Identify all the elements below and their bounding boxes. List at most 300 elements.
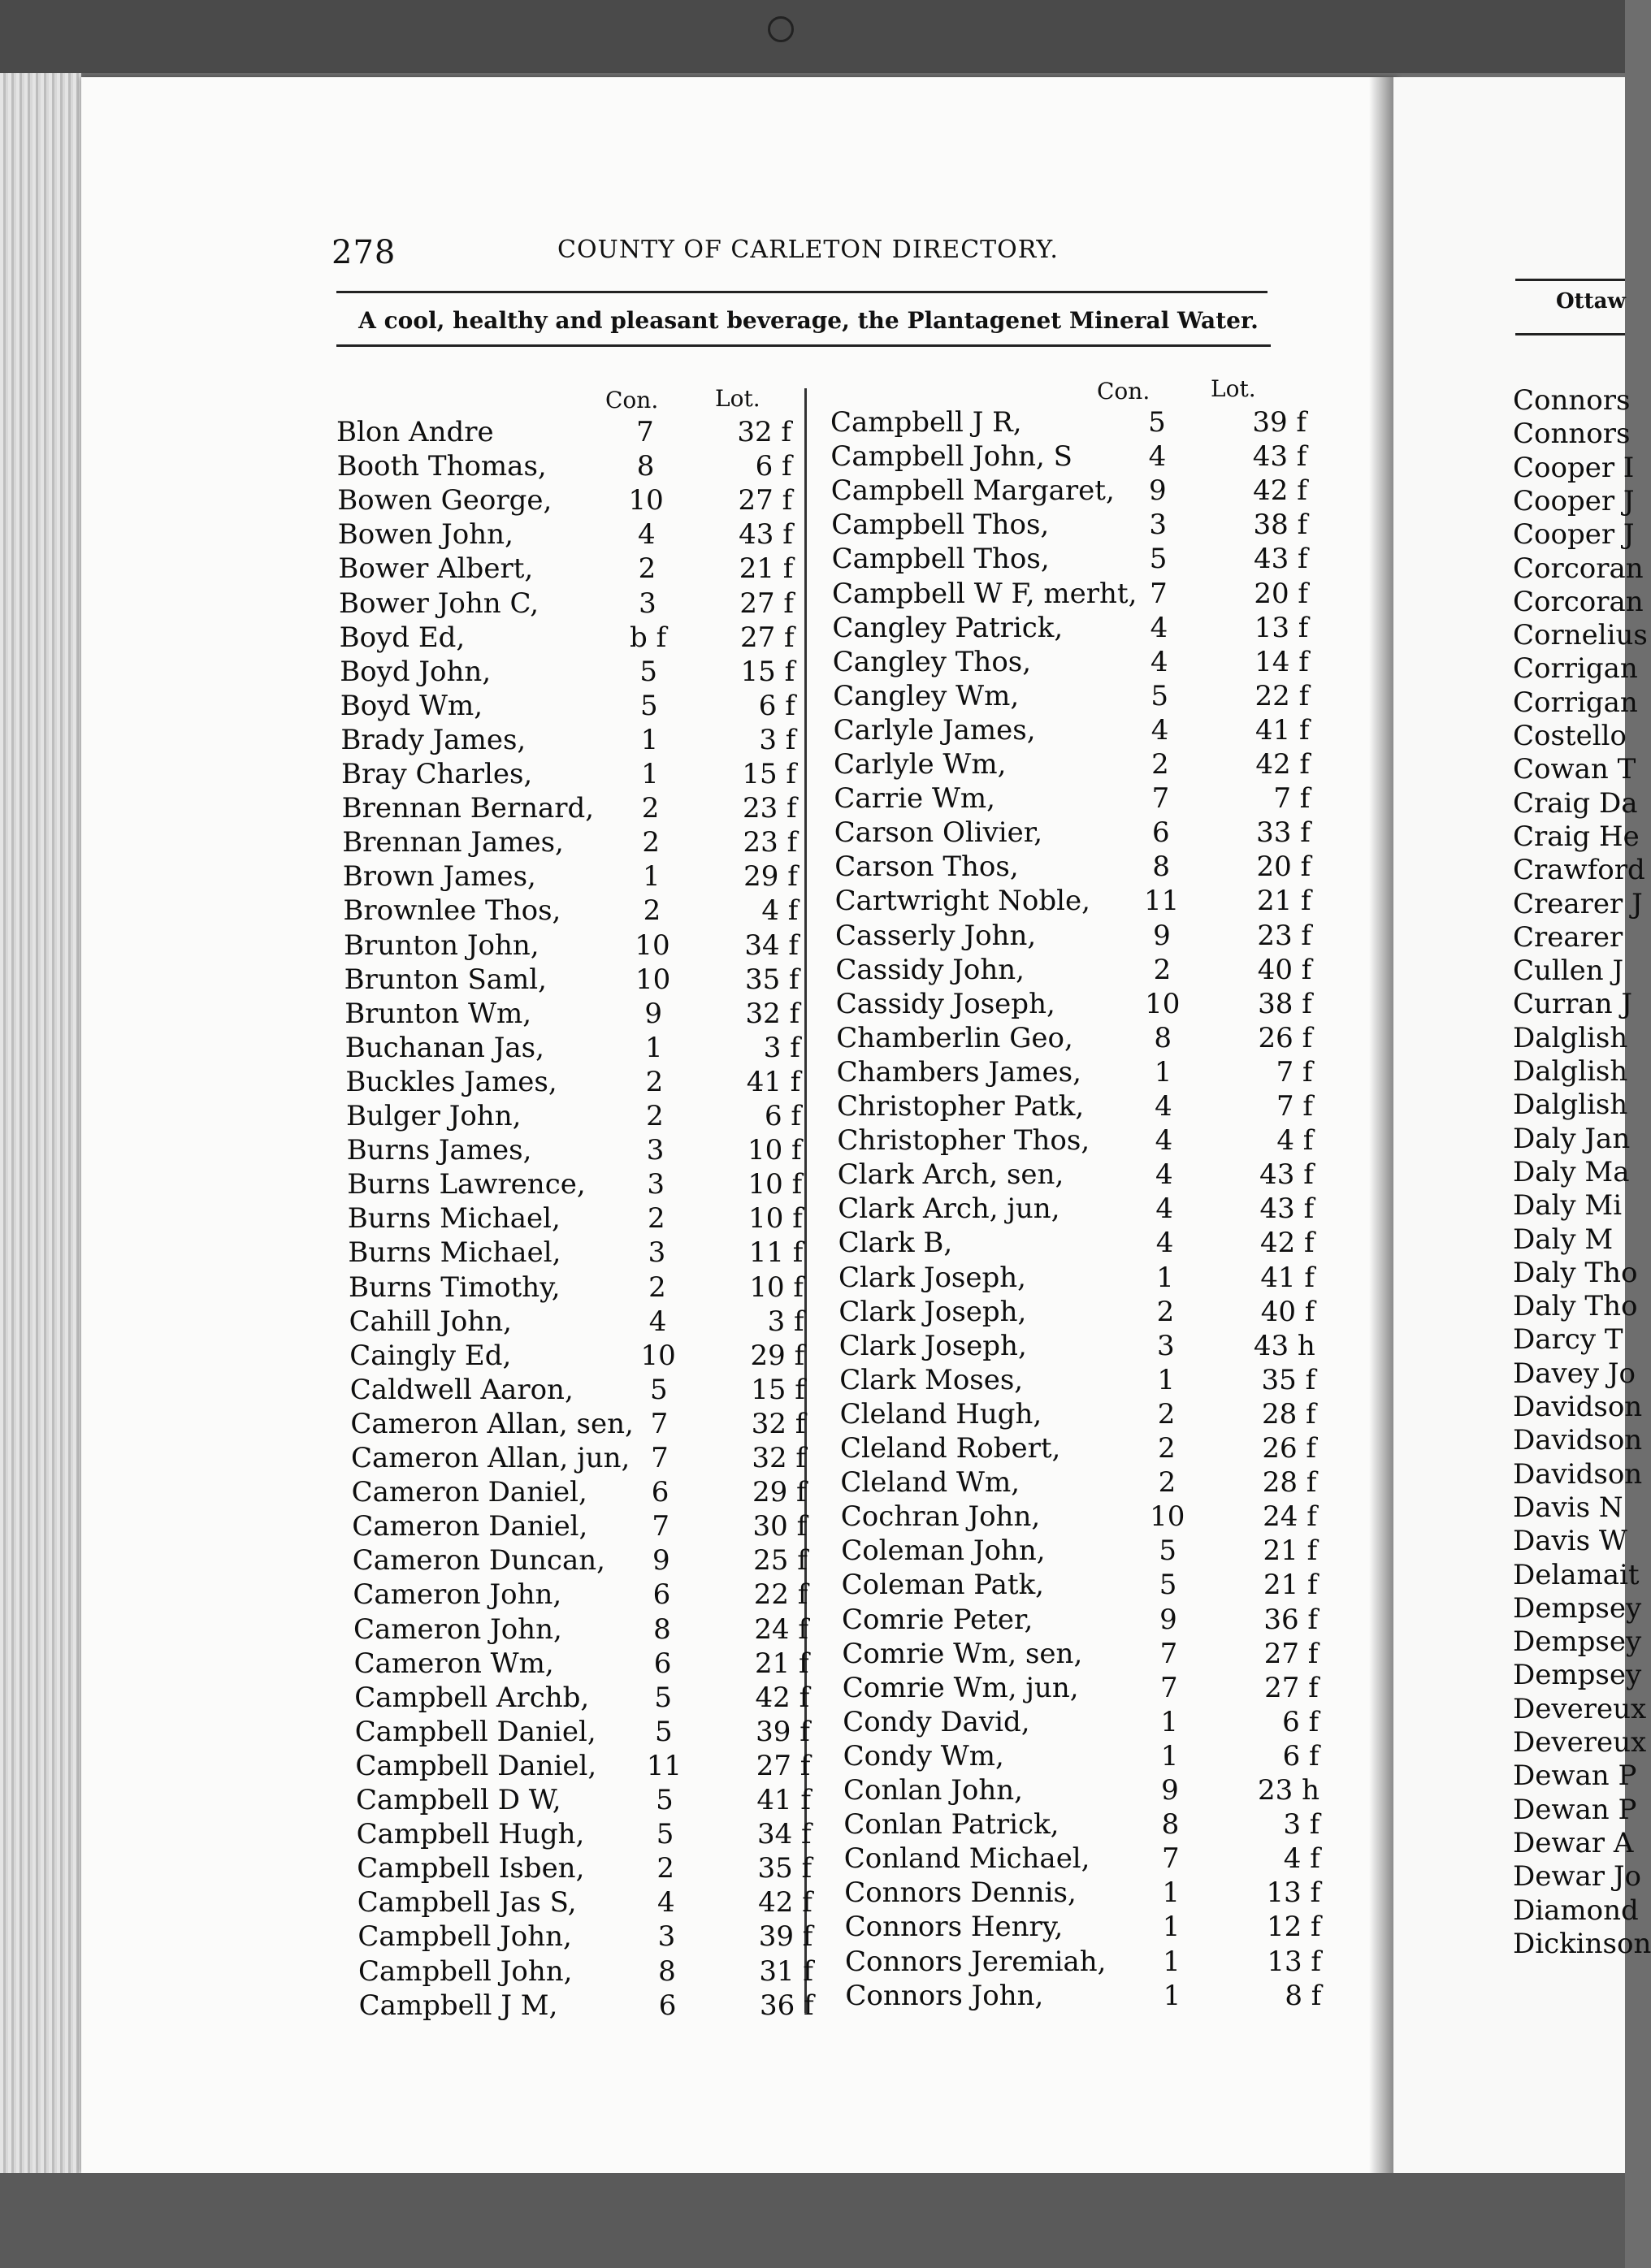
entry-concession: 3	[1156, 1329, 1175, 1362]
entry-lot: 38 f	[1258, 987, 1312, 1020]
facing-entry: Corcoran	[1513, 585, 1644, 618]
entry-lot: 15 f	[742, 758, 796, 790]
entry-concession: 5	[1149, 543, 1168, 576]
facing-entry: Craig He	[1513, 820, 1640, 853]
entry-name: Clark Joseph,	[838, 1295, 1027, 1328]
facing-entry: Costello	[1513, 720, 1627, 752]
header-rule-bottom	[336, 344, 1271, 347]
entry-name: Cleland Wm,	[840, 1466, 1020, 1500]
entry-lot: 43 f	[1252, 440, 1307, 474]
entry-name: Campbell W F, merht,	[832, 577, 1138, 610]
facing-entry: Davidson	[1513, 1424, 1643, 1457]
entry-lot: 42 f	[758, 1886, 812, 1920]
entry-lot: 4 f	[1276, 1124, 1314, 1158]
entry-name: Cochran John,	[840, 1500, 1041, 1534]
entry-name: Campbell Daniel,	[354, 1715, 596, 1748]
entry-name: Brennan James,	[342, 826, 564, 859]
entry-lot: 27 f	[739, 586, 794, 620]
entry-name: Cameron Daniel,	[352, 1510, 588, 1543]
entry-name: Cangley Thos,	[832, 645, 1032, 678]
entry-concession: 7	[1159, 1671, 1178, 1704]
entry-concession: 2	[656, 1852, 674, 1885]
entry-concession: 10	[635, 928, 670, 962]
entry-name: Campbell Archb,	[354, 1681, 590, 1714]
entry-name: Connors Dennis,	[844, 1876, 1077, 1910]
entry-concession: 6	[652, 1578, 671, 1612]
page-gutter	[1369, 77, 1393, 2173]
entry-concession: 4	[1150, 713, 1169, 747]
entry-name: Casserly John,	[835, 919, 1037, 952]
facing-entry: Davidson	[1513, 1457, 1643, 1491]
entry-lot: 13 f	[1266, 1876, 1321, 1910]
entry-name: Brunton John,	[344, 928, 540, 962]
entry-lot: 14 f	[1254, 645, 1309, 678]
entry-lot: 38 f	[1253, 509, 1308, 542]
entry-concession: 10	[640, 1339, 676, 1372]
facing-rule-bottom	[1515, 333, 1625, 335]
entry-lot: 27 f	[756, 1749, 811, 1782]
entry-name: Boyd Wm,	[340, 689, 483, 722]
entry-name: Carson Olivier,	[834, 816, 1043, 850]
entry-lot: 43 f	[1259, 1192, 1315, 1226]
left-lot-header: Lot.	[715, 385, 760, 412]
entry-name: Comrie Peter,	[842, 1603, 1034, 1636]
entry-lot: 39 f	[758, 1920, 813, 1954]
entry-lot: 40 f	[1260, 1295, 1315, 1328]
entry-lot: 23 f	[1257, 919, 1311, 952]
right-con-header: Con.	[1097, 378, 1150, 405]
facing-entry: Craig Da	[1513, 786, 1638, 820]
entry-concession: 9	[652, 1544, 670, 1578]
entry-name: Carrie Wm,	[834, 782, 995, 816]
facing-entry: Daly Jan	[1513, 1122, 1631, 1155]
book-cover-top	[0, 0, 1625, 73]
entry-concession: 6	[653, 1647, 672, 1680]
entry-concession: 5	[1159, 1534, 1176, 1568]
entry-concession: 5	[654, 1715, 673, 1748]
entry-concession: 4	[1150, 611, 1168, 644]
entry-concession: 5	[639, 689, 658, 722]
entry-lot: 41 f	[1254, 713, 1310, 747]
entry-concession: 10	[1145, 987, 1181, 1020]
facing-entry: Davey Jo	[1513, 1357, 1636, 1390]
entry-concession: 5	[1159, 1569, 1177, 1602]
entry-name: Connors Jeremiah,	[845, 1945, 1107, 1978]
entry-lot: 4 f	[761, 894, 799, 928]
entry-concession: 2	[1153, 953, 1172, 986]
facing-entry: Dewan P	[1513, 1793, 1637, 1826]
entry-concession: 7	[652, 1510, 670, 1543]
entry-concession: 3	[646, 1134, 665, 1167]
entry-lot: 27 f	[1263, 1637, 1319, 1670]
entry-name: Burns Lawrence,	[347, 1168, 586, 1201]
facing-entry: Dalglish	[1513, 1055, 1628, 1088]
entry-name: Burns James,	[346, 1134, 532, 1167]
entry-name: Campbell Thos,	[831, 543, 1050, 576]
entry-concession: 5	[649, 1373, 668, 1406]
entry-concession: 2	[638, 552, 656, 586]
entry-concession: 7	[1150, 577, 1168, 610]
facing-entry: Corrigan	[1513, 686, 1638, 719]
entry-name: Brunton Wm,	[344, 997, 532, 1030]
entry-lot: 21 f	[1263, 1534, 1318, 1568]
entry-lot: 21 f	[754, 1647, 809, 1680]
entry-name: Campbell Daniel,	[355, 1749, 597, 1782]
entry-concession: 8	[1152, 850, 1170, 884]
entry-concession: 11	[646, 1749, 682, 1782]
entry-lot: 10 f	[748, 1168, 803, 1201]
entry-lot: 22 f	[753, 1578, 808, 1612]
entry-concession: b f	[630, 621, 667, 654]
entry-lot: 3 f	[763, 1031, 800, 1064]
entry-lot: 35 f	[744, 963, 800, 996]
facing-entry: Daly Tho	[1513, 1256, 1638, 1289]
entry-concession: 9	[1159, 1603, 1177, 1636]
entry-concession: 2	[645, 1065, 664, 1098]
facing-entry: Dickinson	[1513, 1927, 1651, 1960]
facing-entry: Cooper J	[1513, 484, 1635, 517]
entry-name: Caldwell Aaron,	[349, 1373, 574, 1406]
entry-lot: 32 f	[737, 416, 791, 448]
entry-lot: 34 f	[756, 1818, 812, 1851]
entry-lot: 41 f	[746, 1065, 801, 1098]
entry-name: Bowen George,	[337, 484, 552, 517]
entry-concession: 10	[635, 963, 671, 996]
entry-lot: 32 f	[752, 1442, 806, 1474]
facing-entry: Corcoran	[1513, 552, 1644, 585]
entry-lot: 23 f	[742, 792, 797, 825]
entry-concession: 3	[648, 1236, 666, 1270]
entry-name: Chambers James,	[836, 1055, 1081, 1089]
entry-concession: 4	[1148, 440, 1167, 474]
entry-concession: 1	[640, 723, 659, 756]
entry-concession: 1	[1156, 1261, 1174, 1294]
entry-lot: 27 f	[738, 484, 793, 517]
entry-lot: 32 f	[751, 1407, 806, 1440]
facing-entry: Dempsey	[1513, 1591, 1642, 1625]
entry-name: Bower Albert,	[338, 552, 534, 586]
entry-lot: 24 f	[754, 1612, 808, 1646]
entry-lot: 36 f	[1263, 1603, 1318, 1636]
entry-lot: 15 f	[740, 655, 795, 688]
entry-concession: 2	[647, 1202, 665, 1236]
entry-concession: 4	[656, 1886, 675, 1920]
facing-entry: Cornelius	[1513, 619, 1648, 652]
entry-lot: 20 f	[1254, 577, 1308, 610]
entry-name: Carson Thos,	[834, 850, 1019, 884]
entry-name: Blon Andre	[336, 416, 494, 448]
entry-name: Chamberlin Geo,	[836, 1021, 1073, 1054]
entry-lot: 29 f	[750, 1339, 805, 1372]
entry-name: Conland Michael,	[843, 1842, 1090, 1876]
entry-name: Campbell Margaret,	[830, 474, 1115, 508]
entry-concession: 2	[646, 1100, 664, 1132]
facing-entry: Davidson	[1513, 1391, 1643, 1423]
facing-entry: Crearer J	[1513, 887, 1643, 920]
entry-concession: 1	[641, 758, 659, 790]
entry-lot: 43 h	[1253, 1329, 1315, 1362]
entry-name: Comrie Wm, jun,	[842, 1671, 1079, 1704]
entry-lot: 20 f	[1256, 850, 1311, 884]
facing-entry: Dalglish	[1513, 1021, 1628, 1054]
entry-concession: 7	[1161, 1842, 1180, 1876]
facing-entry: Dempsey	[1513, 1625, 1642, 1659]
facing-entry: Connors	[1513, 418, 1631, 451]
entry-concession: 2	[1158, 1432, 1176, 1465]
facing-entry: Devereux	[1513, 1692, 1647, 1725]
entry-name: Condy David,	[843, 1705, 1030, 1738]
entry-concession: 9	[644, 997, 662, 1030]
entry-lot: 23 f	[743, 826, 798, 859]
entry-lot: 7 f	[1273, 782, 1311, 816]
right-lot-header: Lot.	[1211, 375, 1256, 402]
entry-concession: 2	[648, 1270, 666, 1304]
entry-name: Clark Arch, sen,	[837, 1158, 1064, 1192]
entry-lot: 7 f	[1276, 1090, 1313, 1123]
facing-entry: Crawford	[1513, 854, 1645, 887]
entry-concession: 4	[648, 1305, 667, 1338]
entry-name: Carlyle Wm,	[834, 748, 1007, 781]
facing-entry: Dewar A	[1513, 1826, 1634, 1859]
entry-name: Cameron Daniel,	[351, 1476, 587, 1509]
entry-lot: 6 f	[758, 689, 795, 722]
entry-lot: 10 f	[747, 1134, 802, 1167]
entry-name: Burns Timothy,	[349, 1270, 561, 1304]
entry-lot: 35 f	[1261, 1363, 1316, 1396]
entry-name: Boyd John,	[340, 655, 492, 688]
entry-concession: 7	[651, 1442, 669, 1474]
entry-concession: 3	[647, 1168, 665, 1201]
entry-concession: 6	[1151, 816, 1170, 850]
entry-concession: 8	[1154, 1021, 1172, 1054]
entry-lot: 30 f	[752, 1510, 808, 1543]
entry-name: Cameron Allan, sen,	[350, 1407, 634, 1440]
entry-lot: 23 h	[1258, 1774, 1320, 1807]
entry-lot: 34 f	[744, 928, 799, 962]
entry-name: Brownlee Thos,	[343, 894, 561, 928]
page-number: 278	[332, 234, 396, 271]
facing-entry: Darcy T	[1513, 1323, 1623, 1357]
entry-concession: 1	[1162, 1876, 1180, 1910]
facing-entry: Cooper J	[1513, 518, 1635, 552]
entry-name: Cartwright Noble,	[834, 885, 1090, 918]
entry-name: Carlyle James,	[833, 713, 1036, 747]
entry-lot: 43 f	[1259, 1158, 1314, 1192]
entry-concession: 6	[658, 1989, 677, 2022]
entry-concession: 4	[1155, 1158, 1173, 1192]
facing-entry: Daly Ma	[1513, 1155, 1630, 1188]
entry-lot: 3 f	[767, 1305, 804, 1338]
entry-concession: 9	[1161, 1774, 1179, 1807]
entry-name: Brennan Bernard,	[341, 792, 595, 825]
facing-entry: Daly Mi	[1513, 1189, 1623, 1223]
entry-lot: 36 f	[759, 1989, 814, 2022]
entry-concession: 7	[636, 416, 654, 448]
entry-name: Conlan John,	[843, 1774, 1023, 1807]
entry-name: Cassidy John,	[835, 953, 1025, 986]
entry-concession: 10	[628, 484, 664, 517]
entry-concession: 1	[644, 1031, 663, 1064]
entry-name: Conlan Patrick,	[843, 1808, 1060, 1842]
facing-entry: Connors	[1513, 384, 1631, 417]
entry-concession: 7	[1151, 782, 1170, 816]
entry-concession: 4	[1155, 1124, 1173, 1158]
entry-lot: 41 f	[756, 1784, 811, 1816]
entry-concession: 1	[1160, 1705, 1178, 1738]
entry-name: Coleman Patk,	[841, 1569, 1044, 1602]
facing-entry: Cullen J	[1513, 954, 1624, 988]
entry-concession: 8	[636, 450, 655, 483]
facing-entry: Corrigan	[1513, 652, 1638, 686]
entry-concession: 2	[1151, 748, 1169, 781]
entry-lot: 27 f	[1264, 1671, 1319, 1704]
facing-entry: Dempsey	[1513, 1659, 1642, 1692]
entry-lot: 7 f	[1276, 1055, 1313, 1089]
entry-lot: 21 f	[739, 552, 794, 586]
entry-name: Buchanan Jas,	[344, 1031, 544, 1064]
left-con-header: Con.	[605, 387, 659, 413]
entry-concession: 5	[639, 655, 657, 688]
entry-lot: 39 f	[756, 1715, 810, 1748]
entry-concession: 8	[658, 1954, 676, 1988]
entry-concession: 7	[1159, 1637, 1178, 1670]
entry-concession: 3	[639, 586, 656, 620]
entry-name: Connors Henry,	[844, 1911, 1064, 1944]
entry-name: Brown James,	[342, 860, 536, 894]
entry-concession: 4	[1150, 645, 1168, 678]
entry-concession: 2	[643, 894, 661, 928]
entry-concession: 9	[1153, 919, 1171, 952]
entry-name: Cleland Hugh,	[839, 1397, 1042, 1430]
entry-name: Caingly Ed,	[349, 1339, 512, 1372]
entry-name: Campbell Hugh,	[356, 1818, 585, 1851]
entry-name: Burns Michael,	[348, 1236, 561, 1270]
entry-lot: 26 f	[1258, 1021, 1313, 1054]
entry-name: Brady James,	[340, 723, 526, 756]
entry-lot: 41 f	[1260, 1261, 1315, 1294]
entry-name: Christopher Thos,	[837, 1124, 1090, 1158]
entry-lot: 21 f	[1256, 885, 1311, 918]
entry-name: Christopher Patk,	[837, 1090, 1085, 1123]
entry-concession: 5	[656, 1818, 674, 1851]
entry-name: Bowen John,	[337, 518, 514, 552]
entry-name: Cameron Allan, jun,	[351, 1442, 630, 1474]
entry-concession: 8	[1161, 1808, 1180, 1842]
entry-name: Buckles James,	[345, 1065, 557, 1098]
facing-entry: Crearer	[1513, 920, 1623, 954]
entry-concession: 9	[1148, 474, 1167, 508]
entry-name: Coleman John,	[841, 1534, 1046, 1568]
entry-lot: 12 f	[1266, 1911, 1321, 1944]
entry-concession: 5	[654, 1681, 672, 1714]
entry-name: Cleland Robert,	[840, 1432, 1061, 1465]
entry-name: Bray Charles,	[341, 758, 533, 790]
entry-name: Campbell D W,	[356, 1784, 561, 1816]
facing-entry: Dalglish	[1513, 1089, 1628, 1122]
entry-lot: 43 f	[1253, 543, 1308, 576]
facing-page-title: Ottaw	[1556, 289, 1626, 314]
entry-concession: 2	[1156, 1295, 1175, 1328]
facing-entry: Cowan T	[1513, 753, 1636, 786]
entry-lot: 25 f	[753, 1544, 808, 1578]
entry-lot: 6 f	[764, 1100, 801, 1132]
entry-lot: 3 f	[759, 723, 796, 756]
entry-name: Cahill John,	[349, 1305, 512, 1338]
entry-concession: 7	[650, 1407, 669, 1440]
entry-lot: 3 f	[1283, 1808, 1320, 1842]
entry-lot: 6 f	[755, 450, 792, 483]
entry-concession: 10	[1150, 1500, 1185, 1534]
entry-name: Bulger John,	[346, 1100, 522, 1132]
entry-concession: 4	[1155, 1227, 1174, 1260]
entry-name: Clark Arch, jun,	[838, 1192, 1060, 1226]
entry-lot: 24 f	[1263, 1500, 1317, 1534]
entry-concession: 4	[1155, 1090, 1172, 1123]
entry-lot: 8 f	[1285, 1979, 1322, 2012]
entry-concession: 1	[1154, 1055, 1172, 1089]
entry-lot: 42 f	[1255, 748, 1310, 781]
entry-lot: 4 f	[1283, 1842, 1320, 1876]
entry-name: Booth Thomas,	[336, 450, 547, 483]
entry-lot: 11 f	[748, 1236, 804, 1270]
entry-lot: 26 f	[1262, 1432, 1316, 1465]
entry-name: Condy Wm,	[843, 1739, 1004, 1772]
entry-concession: 1	[1163, 1979, 1181, 2012]
entry-concession: 2	[641, 792, 660, 825]
entry-concession: 1	[1160, 1739, 1179, 1772]
entry-concession: 1	[1157, 1363, 1175, 1396]
entry-concession: 11	[1143, 885, 1180, 918]
facing-entry: Davis W	[1513, 1525, 1627, 1558]
entry-name: Clark Moses,	[839, 1363, 1024, 1396]
entry-concession: 1	[1163, 1945, 1181, 1978]
facing-entry: Delamait	[1513, 1558, 1640, 1591]
facing-entry: Devereux	[1513, 1726, 1647, 1759]
entry-concession: 4	[1155, 1192, 1173, 1226]
facing-entry: Curran J	[1513, 988, 1633, 1021]
facing-entry: Davis N	[1513, 1491, 1623, 1524]
entry-concession: 5	[1148, 406, 1166, 439]
entry-lot: 28 f	[1262, 1466, 1317, 1500]
entry-lot: 6 f	[1282, 1705, 1320, 1738]
entry-name: Bower John C,	[339, 586, 540, 620]
entry-name: Connors John,	[845, 1979, 1044, 2012]
advertisement-banner: A cool, healthy and pleasant beverage, the Plantagenet Mineral Water.	[358, 307, 1259, 334]
entry-lot: 29 f	[752, 1476, 807, 1509]
entry-lot: 13 f	[1267, 1945, 1321, 1978]
entry-name: Campbell Thos,	[831, 509, 1050, 542]
page-edges	[0, 73, 81, 2185]
entry-name: Campbell Jas S,	[357, 1886, 577, 1920]
entry-lot: 43 f	[739, 518, 793, 552]
entry-name: Brunton Saml,	[344, 963, 547, 996]
entry-lot: 15 f	[751, 1373, 805, 1406]
entry-lot: 29 f	[743, 860, 798, 894]
entry-lot: 39 f	[1252, 406, 1306, 439]
entry-name: Cassidy Joseph,	[835, 987, 1055, 1020]
entry-lot: 10 f	[749, 1270, 804, 1304]
entry-name: Clark Joseph,	[838, 1261, 1026, 1294]
entry-lot: 40 f	[1257, 953, 1312, 986]
entry-name: Campbell Isben,	[357, 1852, 585, 1885]
facing-entry: Daly M	[1513, 1223, 1614, 1256]
entry-concession: 1	[1162, 1911, 1181, 1944]
entry-lot: 27 f	[739, 621, 795, 654]
entry-concession: 5	[1150, 679, 1168, 712]
facing-entry: Cooper I	[1513, 451, 1635, 484]
running-title: COUNTY OF CARLETON DIRECTORY.	[557, 236, 1059, 264]
entry-name: Campbell John, S	[830, 440, 1072, 474]
